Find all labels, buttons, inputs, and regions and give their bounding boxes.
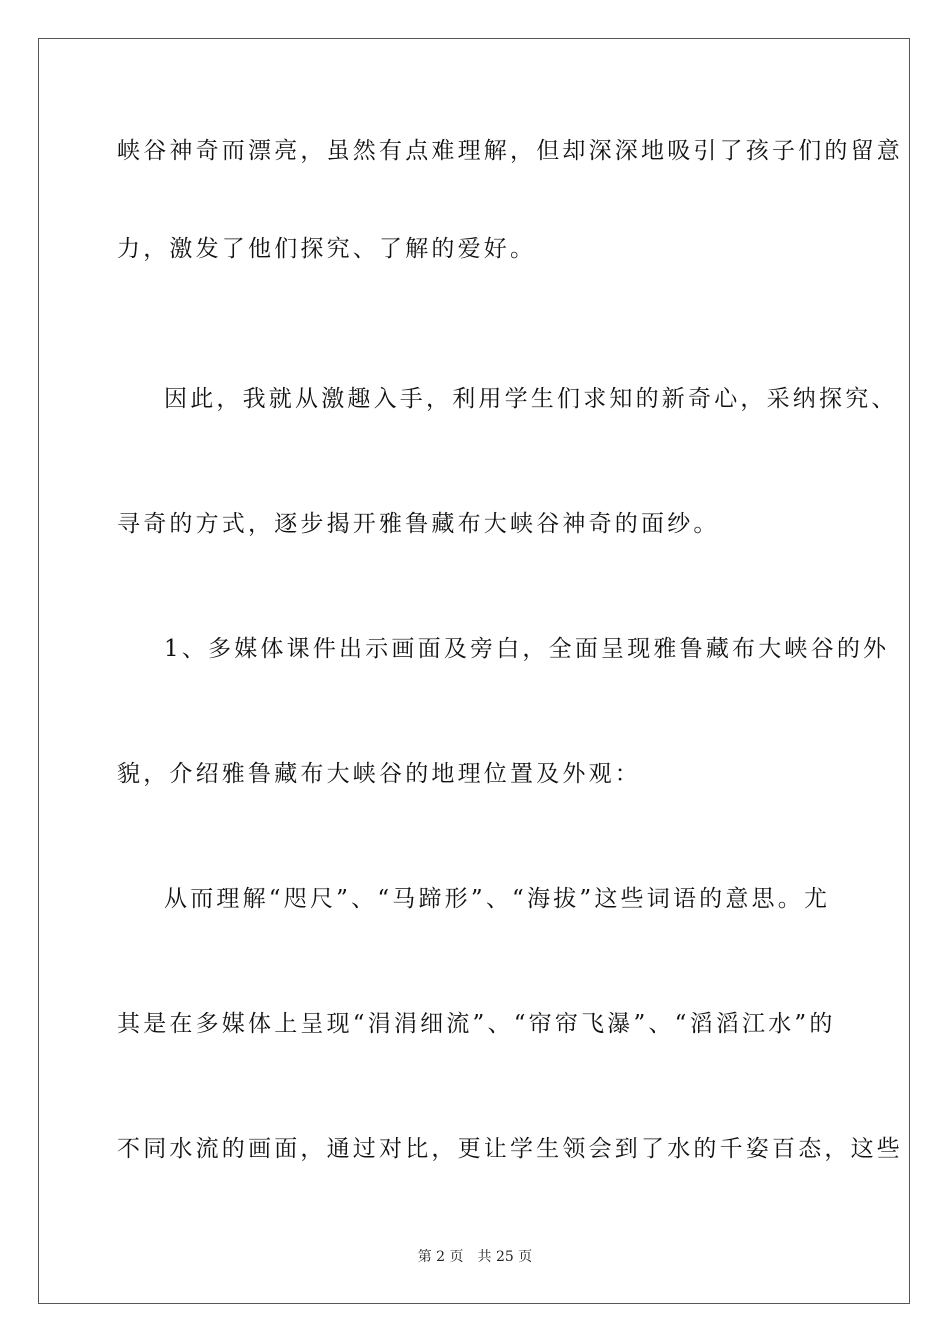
body-text-line: 力，激发了他们探究、了解的爱好。 (117, 236, 537, 262)
body-text-line: 不同水流的画面，通过对比，更让学生领会到了水的千姿百态，这些 (117, 1136, 903, 1162)
page-border (38, 38, 910, 1304)
body-text-line: 其是在多媒体上呈现“涓涓细流”、“帘帘飞瀑”、“滔滔江水”的 (117, 1011, 836, 1037)
body-text-line: 貌，介绍雅鲁藏布大峡谷的地理位置及外观： (117, 761, 641, 787)
page-number-footer: 第 2 页 共 25 页 (417, 1249, 533, 1265)
body-text-line: 因此，我就从激趣入手，利用学生们求知的新奇心，采纳探究、 (164, 386, 898, 412)
body-text-line: 从而理解“咫尺”、“马蹄形”、“海拔”这些词语的意思。尤 (164, 886, 831, 912)
body-text-line: 1、多媒体课件出示画面及旁白，全面呈现雅鲁藏布大峡谷的外 (164, 636, 890, 662)
body-text-line: 峡谷神奇而漂亮，虽然有点难理解，但却深深地吸引了孩子们的留意 (117, 138, 903, 164)
body-text-line: 寻奇的方式，逐步揭开雅鲁藏布大峡谷神奇的面纱。 (117, 511, 720, 537)
